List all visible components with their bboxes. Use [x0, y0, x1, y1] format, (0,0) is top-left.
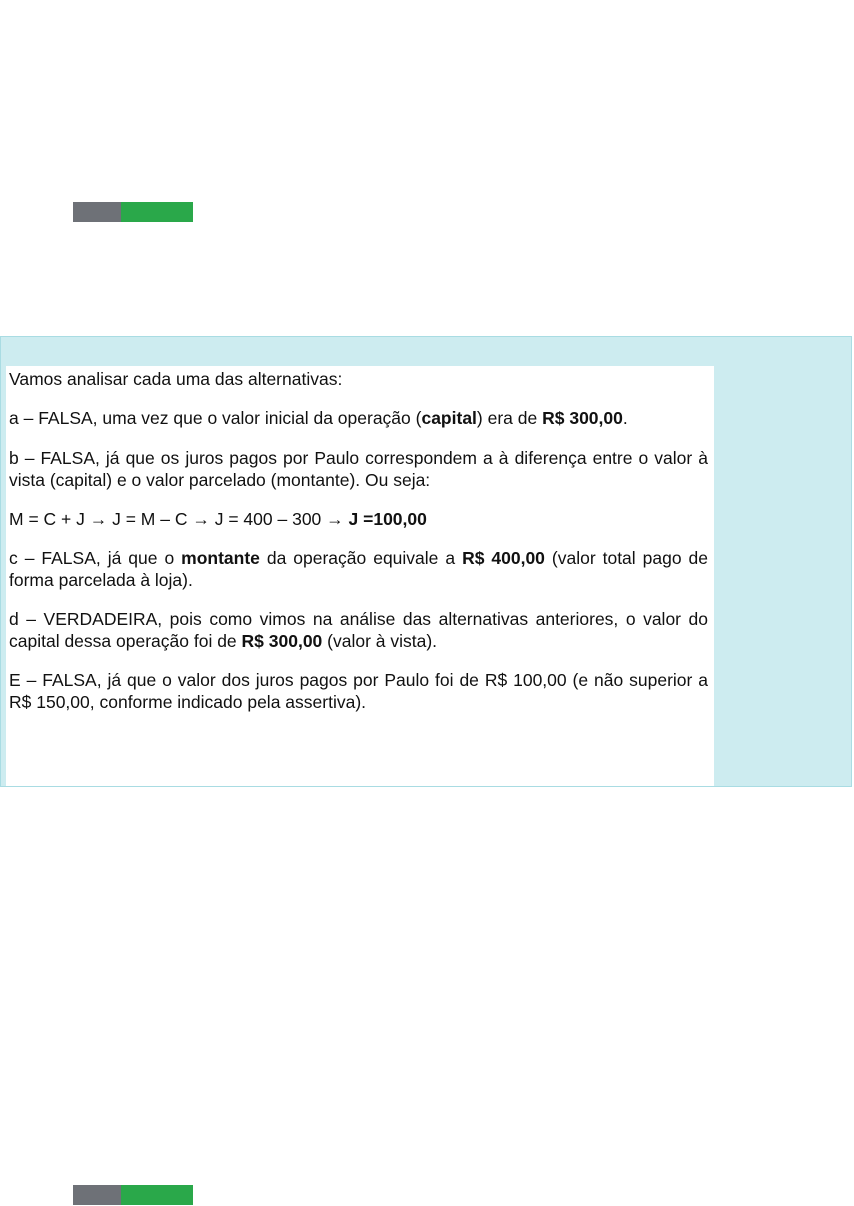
answer-box [0, 336, 852, 787]
alternative-e: E – FALSA, já que o valor dos juros pagos por Paulo foi de R$ 100,00 (e não superior a R$ 150,00, conforme indicado pela assertiva). [9, 670, 708, 712]
mark-gray-segment [73, 202, 121, 222]
arrow-right-icon: → [326, 509, 344, 529]
alternative-b: b – FALSA, já que os juros pagos por Paulo correspondem a à diferença entre o valor à vista (capital) e o valor parcelado (montante). Ou seja: [9, 448, 708, 490]
formula-line: M = C + J → J = M – C → J = 400 – 300 → J =100,00 [9, 509, 427, 529]
arrow-right-icon: → [192, 509, 210, 529]
alternative-c: c – FALSA, já que o montante da operação equivale a R$ 400,00 (valor total pago de forma parcelada à loja). [9, 548, 708, 590]
alternative-d: d – VERDADEIRA, pois como vimos na análise das alternativas anteriores, o valor do capital dessa operação foi de R$ 300,00 (valor à vista). [9, 609, 708, 651]
formula-result: J =100,00 [348, 509, 427, 529]
alternative-a: a – FALSA, uma vez que o valor inicial da operação (capital) era de R$ 300,00. [9, 408, 628, 428]
intro-text: Vamos analisar cada uma das alternativas: [9, 369, 343, 389]
mark-green-segment [121, 202, 193, 222]
arrow-right-icon: → [89, 509, 108, 529]
header-color-mark [73, 202, 193, 222]
mark-green-segment [121, 1185, 193, 1205]
answer-card [6, 366, 714, 786]
mark-gray-segment [73, 1185, 121, 1205]
footer-color-mark [73, 1185, 193, 1205]
